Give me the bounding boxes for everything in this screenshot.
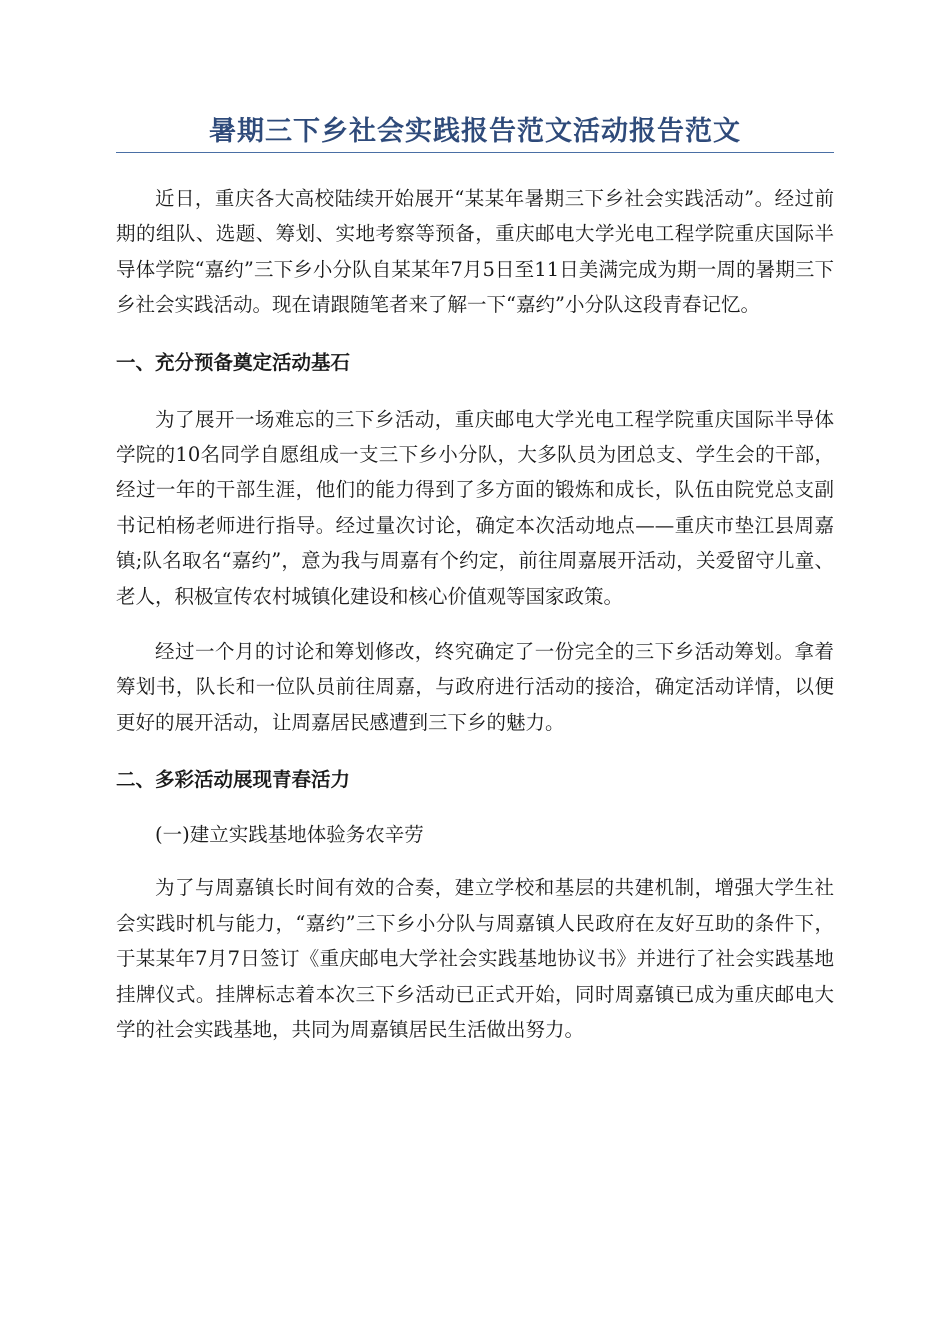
section1-heading: 一、充分预备奠定活动基石 <box>116 350 351 374</box>
intro-paragraph: 近日，重庆各大高校陆续开始展开“某某年暑期三下乡社会实践活动”。经过前期的组队、选题、筹划、实地考察等预备，重庆邮电大学光电工程学院重庆国际半导体学院“嘉约”三下乡小分队自某某年7月5日至11日美满完成为期一周的暑期三下乡社会实践活动。现在请跟随笔者来了解一下“嘉约”小分队这段青春记忆。 <box>116 187 834 317</box>
section1-paragraph-2: 经过一个月的讨论和筹划修改，终究确定了一份完全的三下乡活动筹划。拿着筹划书，队长和一位队员前往周嘉，与政府进行活动的接洽，确定活动详情，以便更好的展开活动，让周嘉居民感遭到三下乡的魅力。 <box>116 640 834 734</box>
document-page <box>116 112 834 1047</box>
section1-paragraph-1: 为了展开一场难忘的三下乡活动，重庆邮电大学光电工程学院重庆国际半导体学院的10名同学自愿组成一支三下乡小分队，大多队员为团总支、学生会的干部，经过一年的干部生涯，他们的能力得到了多方面的锻炼和成长，队伍由院党总支副书记柏杨老师进行指导。经过量次讨论，确定本次活动地点——重庆市垫江县周嘉镇;队名取名“嘉约”，意为我与周嘉有个约定，前往周嘉展开活动，关爱留守儿童、老人，积极宣传农村城镇化建设和核心价值观等国家政策。 <box>116 407 834 608</box>
section2-subheading-1: (一)建立实践基地体验务农辛劳 <box>155 823 424 847</box>
document-title: 暑期三下乡社会实践报告范文活动报告范文 <box>116 112 834 153</box>
section2-heading: 二、多彩活动展现青春活力 <box>116 768 351 792</box>
section2-paragraph-1: 为了与周嘉镇长时间有效的合奏，建立学校和基层的共建机制，增强大学生社会实践时机与能力，“嘉约”三下乡小分队与周嘉镇人民政府在友好互助的条件下，于某某年7月7日签订《重庆邮电大学社会实践基地协议书》并进行了社会实践基地挂牌仪式。挂牌标志着本次三下乡活动已正式开始，同时周嘉镇已成为重庆邮电大学的社会实践基地，共同为周嘉镇居民生活做出努力。 <box>116 876 834 1041</box>
